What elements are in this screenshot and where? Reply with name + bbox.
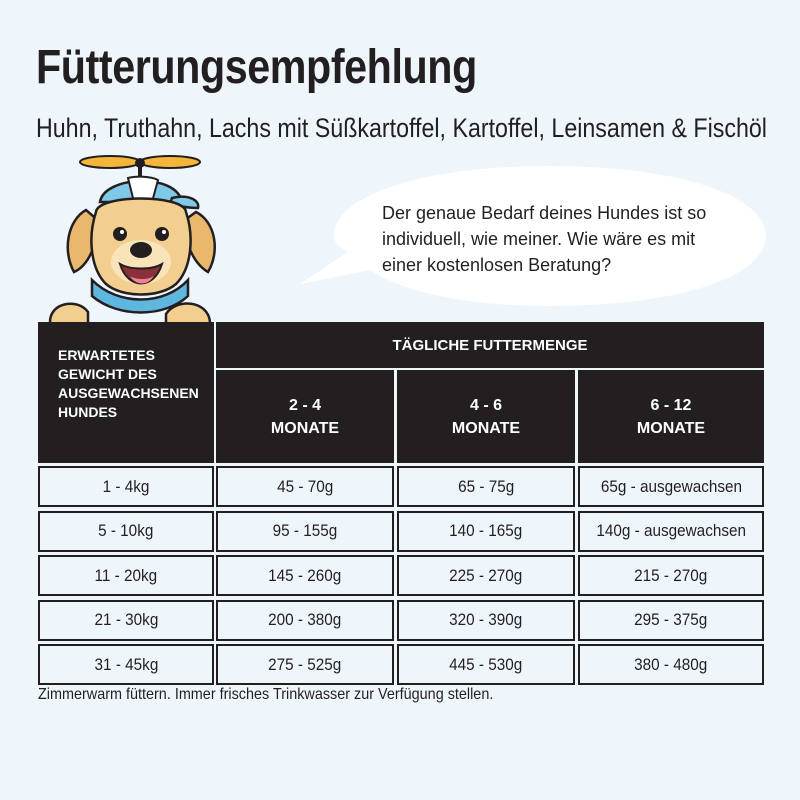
amount-cell <box>578 644 764 685</box>
weight-cell <box>38 555 214 596</box>
cell-value: 225 - 270g <box>449 565 523 585</box>
cell-value: 1 - 4kg <box>102 476 150 496</box>
footnote: Zimmerwarm füttern. Immer frisches Trinkwasser zur Verfügung stellen. <box>38 686 494 703</box>
age-unit: MONATE <box>270 419 340 437</box>
cell-value: 275 - 525g <box>268 654 342 674</box>
amount-cell <box>578 511 764 552</box>
page-title: Fütterungsempfehlung <box>36 41 477 94</box>
weight-cell <box>38 600 214 641</box>
cell-value: 95 - 155g <box>272 521 338 540</box>
cell-value: 295 - 375g <box>634 610 708 629</box>
bubble-line: individuell, wie meiner. Wie wäre es mit <box>382 229 696 249</box>
cell-value: 200 - 380g <box>268 610 342 629</box>
weight-header-line: HUNDES <box>58 404 118 420</box>
amount-cell <box>216 555 394 596</box>
amount-cell <box>578 466 764 507</box>
amount-cell <box>397 644 575 685</box>
cell-value: 320 - 390g <box>449 610 523 629</box>
table-row <box>38 466 764 507</box>
weight-header-line: GEWICHT DES <box>58 366 157 382</box>
cell-value: 140g - ausgewachsen <box>596 521 746 540</box>
table-row <box>38 511 764 552</box>
amount-cell <box>216 600 394 641</box>
cell-value: 380 - 480g <box>634 654 708 674</box>
cell-value: 45 - 70g <box>276 476 334 496</box>
age-range: 6 - 12 <box>650 396 692 414</box>
amount-cell <box>397 511 575 552</box>
cell-value: 5 - 10kg <box>98 521 154 540</box>
daily-amount-header: TÄGLICHE FUTTERMENGE <box>216 322 764 368</box>
age-column-header <box>397 370 575 463</box>
amount-cell <box>397 555 575 596</box>
amount-cell <box>216 511 394 552</box>
bubble-line: Der genaue Bedarf deines Hundes ist so <box>382 203 707 223</box>
weight-cell <box>38 644 214 685</box>
cell-value: 140 - 165g <box>449 521 523 540</box>
puppy-with-propeller-cap-icon <box>48 150 228 335</box>
table-row <box>38 600 764 641</box>
page-subtitle: Huhn, Truthahn, Lachs mit Süßkartoffel, Kartoffel, Leinsamen & Fischöl <box>36 113 767 143</box>
table-row <box>38 644 764 685</box>
cell-value: 215 - 270g <box>634 565 708 585</box>
cell-value: 11 - 20kg <box>94 565 158 585</box>
weight-column-header <box>38 322 214 463</box>
age-range: 2 - 4 <box>288 396 321 414</box>
cell-value: 445 - 530g <box>449 654 523 674</box>
age-column-header <box>578 370 764 463</box>
amount-cell <box>216 644 394 685</box>
table-row <box>38 555 764 596</box>
amount-cell <box>578 600 764 641</box>
weight-cell <box>38 466 214 507</box>
cell-value: 65 - 75g <box>457 476 515 496</box>
amount-cell <box>397 466 575 507</box>
age-unit: MONATE <box>451 419 521 437</box>
bubble-line: einer kostenlosen Beratung? <box>382 255 612 275</box>
weight-header-line: AUSGEWACHSENEN <box>58 385 199 401</box>
amount-cell <box>578 555 764 596</box>
cell-value: 31 - 45kg <box>94 654 158 674</box>
weight-cell <box>38 511 214 552</box>
cell-value: 65g - ausgewachsen <box>600 476 742 496</box>
amount-cell <box>397 600 575 641</box>
cell-value: 21 - 30kg <box>94 610 158 629</box>
age-unit: MONATE <box>636 419 706 437</box>
weight-header-line: ERWARTETES <box>58 347 155 363</box>
speech-bubble-text <box>382 200 742 278</box>
cell-value: 145 - 260g <box>268 565 342 585</box>
age-column-header <box>216 370 394 463</box>
amount-cell <box>216 466 394 507</box>
age-range: 4 - 6 <box>469 396 502 414</box>
